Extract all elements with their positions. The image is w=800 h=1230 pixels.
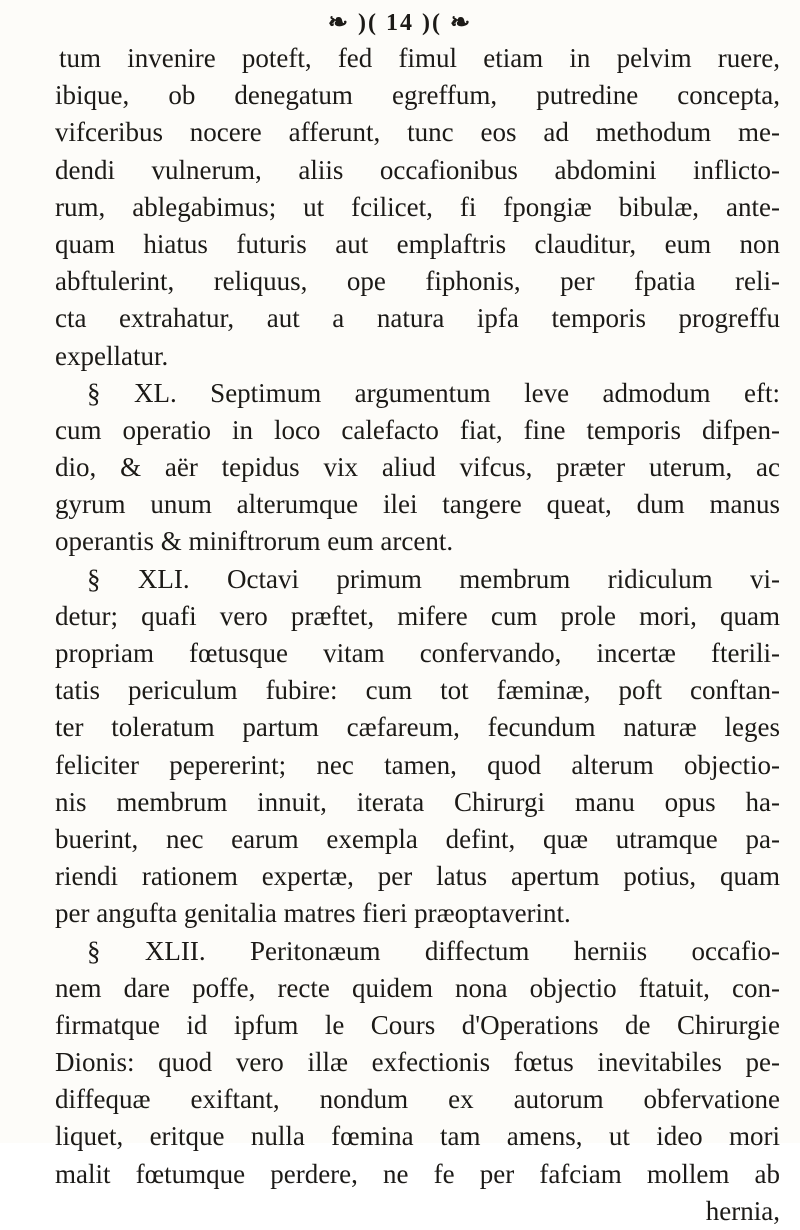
text-line: quam hiatus futuris aut emplaftris clauditur, eum non xyxy=(55,228,780,259)
text-line: malit fœtumque perdere, ne fe per fafciam mollem ab xyxy=(55,1158,780,1189)
text-line: abftulerint, reliquus, ope fiphonis, per fpatia reli- xyxy=(55,266,780,297)
text-line: dio, & aër tepidus vix aliud vifcus, præter uterum, ac xyxy=(55,452,780,483)
text-line: rum, ablegabimus; ut fcilicet, fi fpongiæ bibulæ, ante- xyxy=(55,191,780,222)
catchword-line: hernia, xyxy=(705,1195,780,1226)
text-line: per angufta genitalia matres fieri præoptaverint. xyxy=(55,898,571,929)
section-heading-line: § XLII. Peritonæum diffectum herniis occafio- xyxy=(87,935,780,966)
text-line: operantis & miniftrorum eum arcent. xyxy=(55,526,454,557)
text-line: vifceribus nocere afferunt, tunc eos ad methodum me- xyxy=(55,117,780,148)
text-line: ter toleratum partum cæfareum, fecundum naturæ leges xyxy=(55,712,780,743)
text-line: gyrum unum alterumque ilei tangere queat, dum manus xyxy=(55,489,780,520)
text-line: propriam fœtusque vitam confervando, incertæ fterili- xyxy=(55,638,780,668)
section-heading-line: § XL. Septimum argumentum leve admodum eft: xyxy=(87,377,780,408)
text-line: diffequæ exiftant, nondum ex autorum obfervatione xyxy=(55,1084,780,1115)
text-line: nis membrum innuit, iterata Chirurgi manu opus ha- xyxy=(55,786,780,817)
text-line: firmatque id ipfum le Cours d'Operations de Chirurgie xyxy=(55,1009,780,1040)
section-heading-line: § XLI. Octavi primum membrum ridiculum vi- xyxy=(87,563,780,594)
text-line: liquet, eritque nulla fœmina tam amens, ut ideo mori xyxy=(55,1121,780,1152)
text-line: riendi rationem expertæ, per latus apertum potius, quam xyxy=(55,861,780,892)
text-line: Dionis: quod vero illæ exfectionis fœtus inevitabiles pe- xyxy=(55,1047,780,1078)
running-header: ❧ )( 14 )( ❧ xyxy=(327,10,473,36)
text-line: tum invenire poteft, fed fimul etiam in pelvim ruere, xyxy=(59,43,780,73)
text-line: feliciter pepererint; nec tamen, quod alterum objectio- xyxy=(55,749,780,780)
text-line: tatis periculum fubire: cum tot fæminæ, poft conftan- xyxy=(55,675,780,706)
text-line: cum operatio in loco calefacto fiat, fine temporis difpen- xyxy=(55,414,780,445)
text-line: ibique, ob denegatum egreffum, putredine concepta, xyxy=(55,80,780,111)
text-line: expellatur. xyxy=(55,340,169,371)
text-line: buerint, nec earum exempla defint, quæ utramque pa- xyxy=(55,823,780,854)
text-line: detur; quafi vero præftet, mifere cum prole mori, quam xyxy=(55,600,780,631)
text-line: nem dare poffe, recte quidem nona objectio ftatuit, con- xyxy=(55,972,780,1003)
text-line: cta extrahatur, aut a natura ipfa temporis progreffu xyxy=(55,303,780,334)
body-text xyxy=(55,40,780,1230)
text-line: dendi vulnerum, aliis occafionibus abdomini inflicto- xyxy=(55,154,780,185)
